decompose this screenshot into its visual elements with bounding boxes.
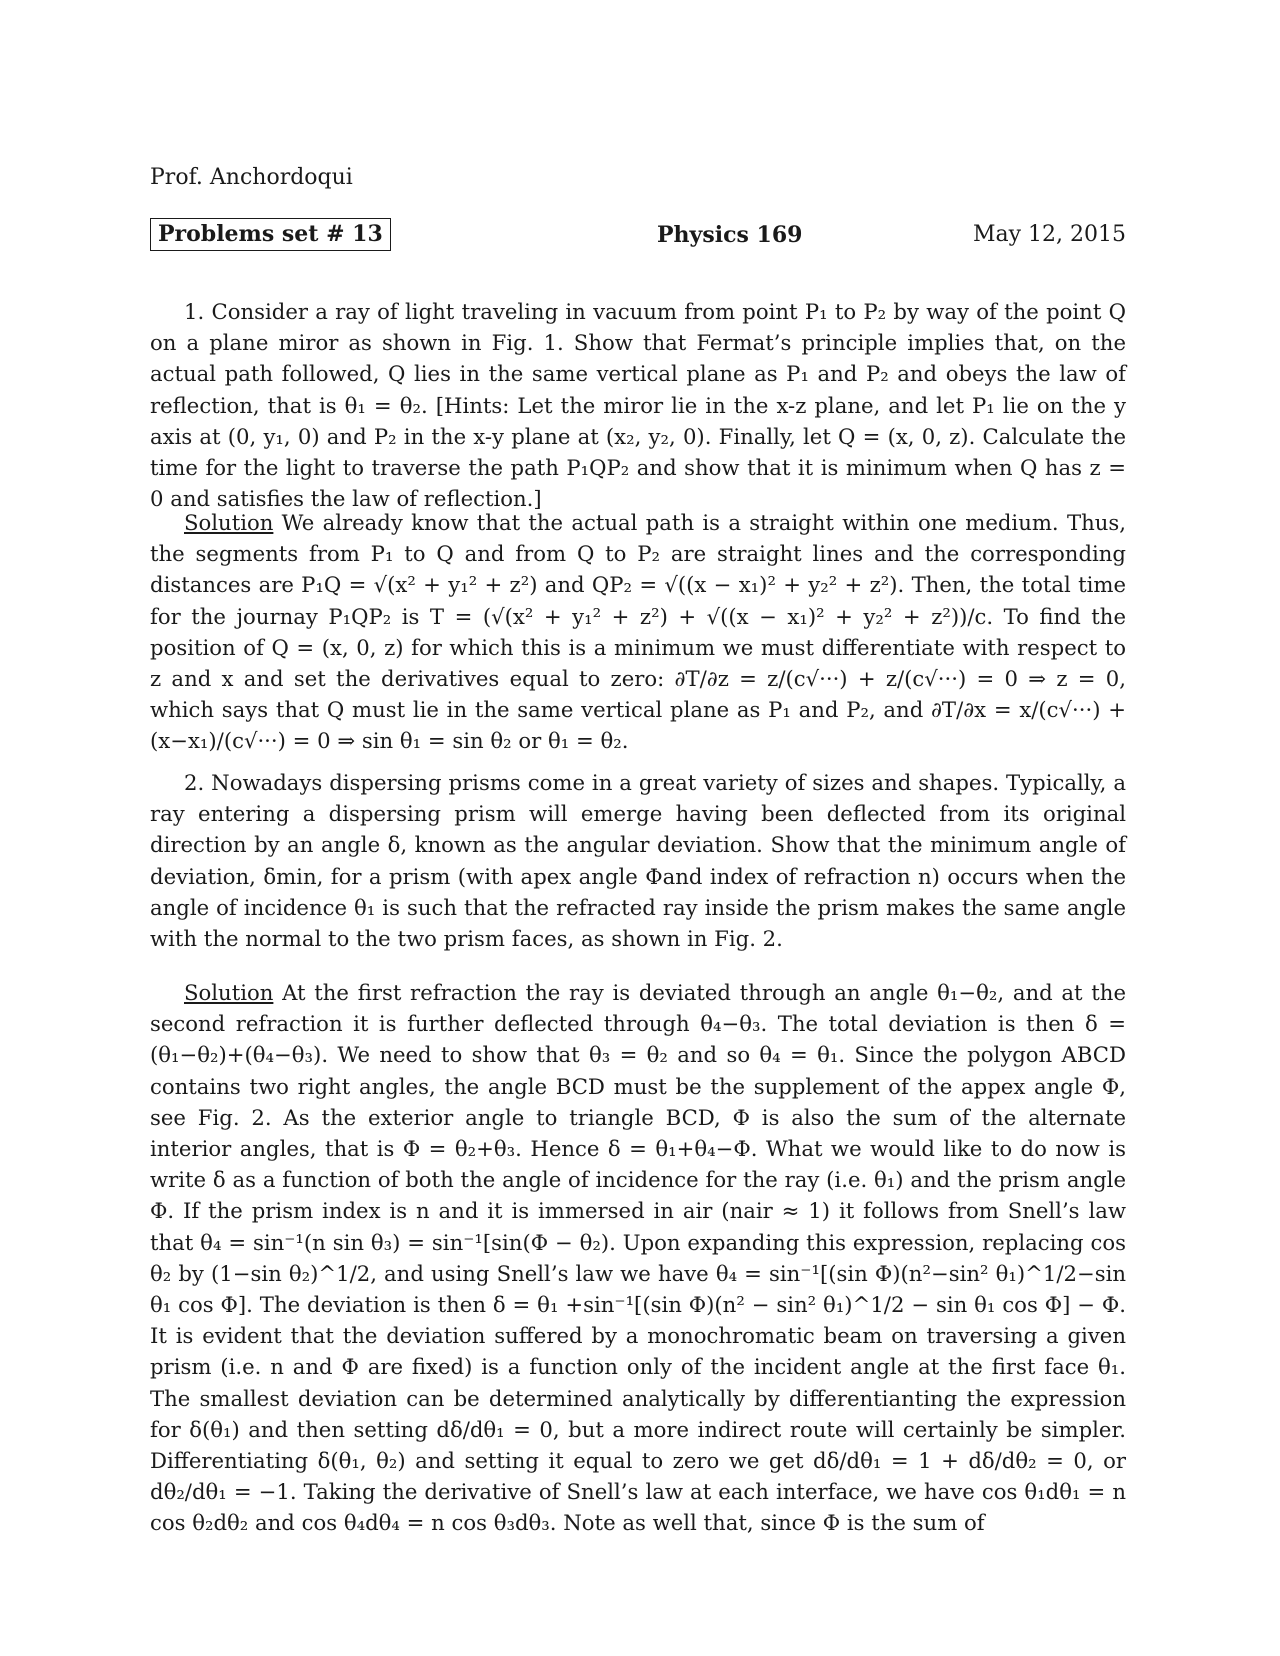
author-name: Prof. Anchordoqui [150,165,353,190]
solution-label: Solution [184,980,274,1005]
solution-label: Solution [184,510,274,535]
problem-1-statement: 1. Consider a ray of light traveling in vacuum from point P₁ to P₂ by way of the point Q on a plane miror as shown in Fig. 1. Show that Fermat’s principle implies that, on the actual path followed, Q lies in the same vertical plane as P₁ and P₂ and obeys the law of reflection, that is θ₁ = θ₂. [Hints: Let the miror lie in the x-z plane, and let P₁ lie on the y axis at (0, y₁, 0) and P₂ in the x-y plane at (x₂, y₂, 0). Finally, let Q = (x, 0, z). Calculate the time for the light to traverse the path P₁QP₂ and show that it is minimum when Q has z = 0 and satisfies the law of reflection.] [150,299,1126,512]
problem-2-statement: 2. Nowadays dispersing prisms come in a great variety of sizes and shapes. Typically, a ray entering a dispersing prism will emerge having been deflected from its original direction by an angle δ, known as the angular deviation. Show that the minimum angle of deviation, δmin, for a prism (with apex angle Φand index of refraction n) occurs when the angle of incidence θ₁ is such that the refracted ray inside the prism makes the same angle with the normal to the two prism faces, as shown in Fig. 2. [150,770,1126,952]
course-title: Physics 169 [657,222,803,248]
solution-text: At the first refraction the ray is deviated through an angle θ₁−θ₂, and at the second refraction it is further deflected through θ₄−θ₃. The total deviation is then δ = (θ₁−θ₂)+(θ₄−θ₃). We need to show that θ₃ = θ₂ and so θ₄ = θ₁. Since the polygon ABCD contains two right angles, the angle BCD must be the supplement of the appex angle Φ, see Fig. 2. As the exterior angle to triangle BCD, Φ is also the sum of the alternate interior angles, that is Φ = θ₂+θ₃. Hence δ = θ₁+θ₄−Φ. What we would like to do now is write δ as a function of both the angle of incidence for the ray (i.e. θ₁) and the prism angle Φ. If the prism index is n and it is immersed in air (nair ≈ 1) it follows from Snell’s law that θ₄ = sin⁻¹(n sin θ₃) = sin⁻¹[sin(Φ − θ₂). Upon expanding this expression, replacing cos θ₂ by (1−sin θ₂)^1/2, and using Snell’s law we have θ₄ = sin⁻¹[(sin Φ)(n²−sin² θ₁)^1/2−sin θ₁ cos Φ]. The deviation is then δ = θ₁ +sin⁻¹[(sin Φ)(n² − sin² θ₁)^1/2 − sin θ₁ cos Φ] − Φ. It is evident that the deviation suffered by a monochromatic beam on traversing a given prism (i.e. n and Φ are fixed) is a function only of the incident angle at the first face θ₁. The smallest deviation can be determined analytically by differentianting the expression for δ(θ₁) and then setting dδ/dθ₁ = 0, but a more indirect route will certainly be simpler. Differentiating δ(θ₁, θ₂) and setting it equal to zero we get dδ/dθ₁ = 1 + dδ/dθ₂ = 0, or dθ₂/dθ₁ = −1. Taking the derivative of Snell’s law at each interface, we have cos θ₁dθ₁ = n cos θ₂dθ₂ and cos θ₄dθ₄ = n cos θ₃dθ₃. Note as well that, since Φ is the sum of [150,980,1126,1536]
document-date: May 12, 2015 [972,222,1126,247]
solution-text: We already know that the actual path is a straight within one medium. Thus, the segments from P₁ to Q and from Q to P₂ are straight lines and the corresponding distances are P₁Q = √(x² + y₁² + z²) and QP₂ = √((x − x₁)² + y₂² + z²). Then, the total time for the journay P₁QP₂ is T = (√(x² + y₁² + z²) + √((x − x₁)² + y₂² + z²))/c. To find the position of Q = (x, 0, z) for which this is a minimum we must differentiate with respect to z and x and set the derivatives equal to zero: ∂T/∂z = z/(c√···) + z/(c√···) = 0 ⇒ z = 0, which says that Q must lie in the same vertical plane as P₁ and P₂, and ∂T/∂x = x/(c√···) + (x−x₁)/(c√···) = 0 ⇒ sin θ₁ = sin θ₂ or θ₁ = θ₂. [150,510,1126,754]
problem-set-box: Problems set # 13 [150,218,391,251]
problem-1-solution [150,507,1126,757]
problem-2-solution [150,977,1126,1539]
document-header [150,218,1126,254]
